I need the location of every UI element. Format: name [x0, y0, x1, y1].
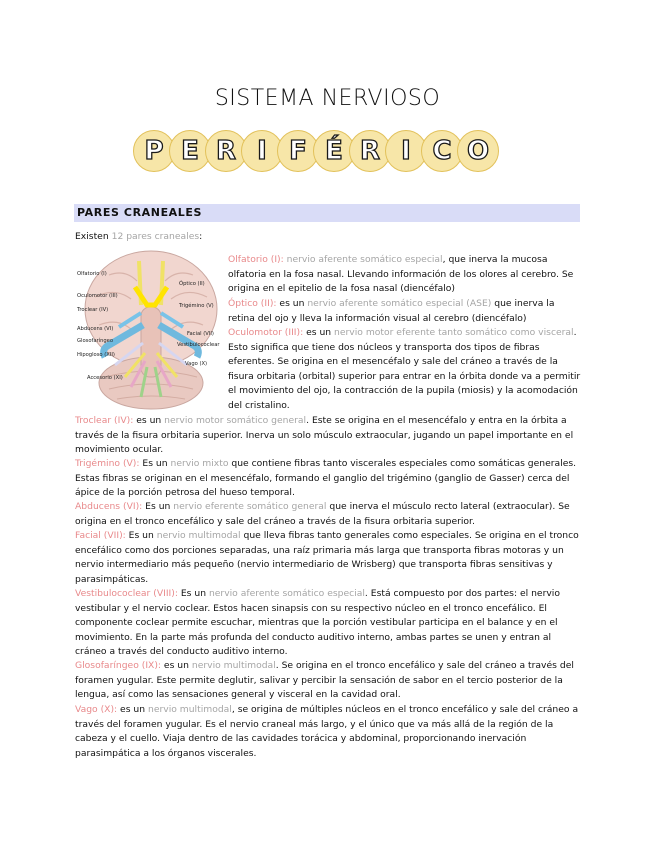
title-letter: C — [421, 130, 463, 172]
paragraph-trigemino: Trigémino (V): Es un nervio mixto que contiene fibras tanto viscerales especiales como somáticas generales. Estas fibras se originan en el mesencéfalo, formando el ganglio del trigémino (ganglio de Gasser) cerca del ápice de la porción petrosa del hueso temporal. — [75, 458, 577, 499]
title-letter: E — [169, 130, 211, 172]
brain-illustration — [75, 247, 225, 412]
title-letter: R — [349, 130, 391, 172]
title-letter: I — [385, 130, 427, 172]
section-title: PARES CRANEALES — [77, 206, 203, 219]
svg-text:Abducens (VI): Abducens (VI) — [77, 326, 114, 332]
svg-text:Óptico (II): Óptico (II) — [179, 281, 205, 287]
paragraph-glosofaringeo: Glosofaríngeo (IX): es un nervio multimodal. Se origina en el tronco encefálico y sale del cráneo a través del foramen yugular. Este permite deglutir, salivar y percibir la sensación de sabor en el tercio posterior de la lengua, así como las sensaciones general y visceral en la cavidad oral. — [75, 660, 574, 701]
svg-text:Oculomotor (III): Oculomotor (III) — [77, 293, 118, 299]
paragraph-optico: Óptico (II): es un nervio aferente somático especial (ASE) que inerva la retina del ojo y lleva la información visual al cerebro (diencéfalo) — [228, 298, 555, 324]
svg-text:Vestibulococlear: Vestibulococlear — [177, 342, 220, 348]
title-letter: O — [457, 130, 499, 172]
title-letter: P — [133, 130, 175, 172]
page-title: SISTEMA NERVIOSO — [214, 86, 441, 111]
svg-text:Accesorio (XI): Accesorio (XI) — [87, 375, 123, 381]
paragraph-vestibulococlear: Vestibulococlear (VIII): Es un nervio aferente somático especial. Está compuesto por dos partes: el nervio vestibular y el nervio coclear. Estos hacen sinapsis con su respectivo núcleo en el tronco encefálico. El componente coclear permite escuchar, mientras que la porción vestibular participa en el balance y en el movimiento. En la parte más profunda del conducto auditivo interno, ambas partes se unen y entran al cráneo a través del conducto auditivo interno. — [75, 588, 560, 658]
intro-text: Existen 12 pares craneales: — [75, 231, 203, 242]
svg-text:Hipogloso (XII): Hipogloso (XII) — [77, 352, 115, 358]
paragraph-troclear: Troclear (IV): es un nervio motor somático general. Este se origina en el mesencéfalo y entra en la órbita a través de la fisura orbitaria superior. Inerva un solo músculo extraocular, jugando un papel importante en el movimiento ocular. — [75, 415, 574, 456]
section-header — [74, 204, 580, 222]
paragraph-abducens: Abducens (VI): Es un nervio eferente somático general que inerva el músculo recto lateral (extraocular). Se origina en el tronco encefálico y sale del cráneo a través de la fisura orbitaria superior. — [75, 501, 570, 527]
paragraph-oculomotor: Oculomotor (III): es un nervio motor eferente tanto somático como visceral. Esto significa que tiene dos núcleos y transporta dos tipos de fibras eferentes. Se origina en el mesencéfalo y sale del cráneo a través de la fisura orbitaria (orbital) superior para entrar en la órbita donde va a permitir el movimiento del ojo, la contracción de la pupila (miosis) y la acomodación del cristalino. — [228, 327, 581, 411]
title-letter: É — [313, 130, 355, 172]
svg-text:Trigémino (V): Trigémino (V) — [179, 303, 214, 309]
paragraph-facial: Facial (VII): Es un nervio multimodal que lleva fibras tanto generales como especiales. Se origina en el tronco encefálico como dos porciones separadas, una raíz primaria más larga que transporta fibras motoras y un nervio intermediario más pequeño (nervio intermediario de Wrisberg) que transporta fibras sensitivas y parasimpáticas. — [75, 530, 579, 585]
paragraph-olfatorio: Olfatorio (I): nervio aferente somático especial, que inerva la mucosa olfatoria en la fosa nasal. Llevando información de los olores al cerebro. Se origina en el epitelio de la fosa nasal (diencéfalo) — [228, 254, 574, 295]
svg-text:Glosofaríngeo: Glosofaríngeo — [77, 338, 114, 344]
title-letter: F — [277, 130, 319, 172]
title-bubbles — [133, 130, 493, 172]
title-letter: I — [241, 130, 283, 172]
svg-text:Olfatorio (I): Olfatorio (I) — [77, 271, 107, 277]
title-letter: R — [205, 130, 247, 172]
paragraph-vago: Vago (X): es un nervio multimodal, se origina de múltiples núcleos en el tronco encefálico y sale del cráneo a través del foramen yugular. Es el nervio craneal más largo, y el único que va más allá de la región de la cabeza y el cuello. Viaja dentro de las cavidades torácica y abdominal, proporcionando inervación parasimpática a los órganos viscerales. — [75, 704, 579, 759]
svg-text:Troclear (IV): Troclear (IV) — [77, 307, 109, 313]
svg-text:Facial (VII): Facial (VII) — [187, 331, 214, 337]
svg-text:Vago (X): Vago (X) — [185, 361, 208, 367]
